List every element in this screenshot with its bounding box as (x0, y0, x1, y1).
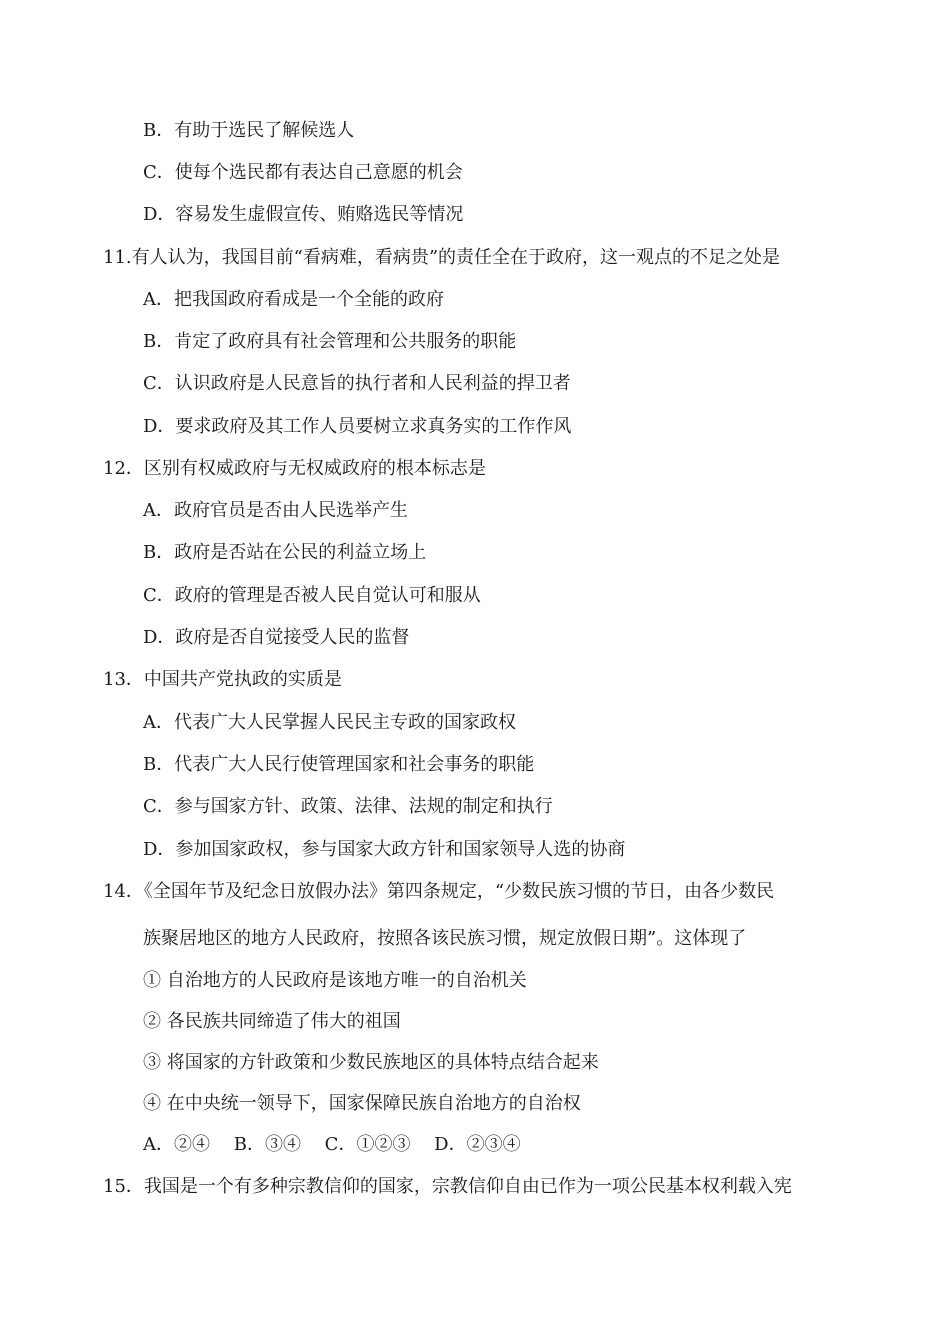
question-14-stem: 14．《全国年节及纪念日放假办法》第四条规定，“少数民族习惯的节日，由各少数民 (103, 881, 775, 902)
q12-option-b: B．政府是否站在公民的利益立场上 (143, 542, 427, 563)
q12-option-a: A．政府官员是否由人民选举产生 (143, 500, 408, 521)
q11-option-b: B．肯定了政府具有社会管理和公共服务的职能 (143, 331, 517, 352)
q13-option-d: D．参加国家政权，参与国家大政方针和国家领导人选的协商 (143, 839, 626, 860)
q14-statement-3: ③ 将国家的方针政策和少数民族地区的具体特点结合起来 (143, 1052, 599, 1073)
q13-option-a: A．代表广大人民掌握人民民主专政的国家政权 (143, 712, 516, 733)
q11-option-c: C．认识政府是人民意旨的执行者和人民利益的捍卫者 (143, 373, 571, 394)
q13-option-b: B．代表广大人民行使管理国家和社会事务的职能 (143, 754, 535, 775)
q12-option-d: D．政府是否自觉接受人民的监督 (143, 627, 410, 648)
question-11-stem: 11.有人认为，我国目前“看病难，看病贵”的责任全在于政府，这一观点的不足之处是 (103, 247, 781, 268)
q13-option-c: C．参与国家方针、政策、法律、法规的制定和执行 (143, 796, 553, 817)
q14-statement-2: ② 各民族共同缔造了伟大的祖国 (143, 1011, 401, 1032)
question-15-stem: 15．我国是一个有多种宗教信仰的国家，宗教信仰自由已作为一项公民基本权利载入宪 (103, 1176, 792, 1197)
question-12-stem: 12．区别有权威政府与无权威政府的根本标志是 (103, 458, 486, 479)
q10-option-d: D．容易发生虚假宣传、贿赂选民等情况 (143, 204, 464, 225)
q12-option-c: C．政府的管理是否被人民自觉认可和服从 (143, 585, 481, 606)
q14-options: A．②④ B．③④ C．①②③ D．②③④ (143, 1134, 521, 1155)
q11-option-a: A．把我国政府看成是一个全能的政府 (143, 289, 444, 310)
q10-option-c: C．使每个选民都有表达自己意愿的机会 (143, 162, 463, 183)
q14-statement-4: ④ 在中央统一领导下，国家保障民族自治地方的自治权 (143, 1093, 581, 1114)
q11-option-d: D．要求政府及其工作人员要树立求真务实的工作作风 (143, 416, 572, 437)
q10-option-b: B．有助于选民了解候选人 (143, 120, 355, 141)
question-14-stem-continued: 族聚居地区的地方人民政府，按照各该民族习惯，规定放假日期”。这体现了 (143, 928, 747, 949)
q14-statement-1: ① 自治地方的人民政府是该地方唯一的自治机关 (143, 970, 527, 991)
question-13-stem: 13．中国共产党执政的实质是 (103, 669, 342, 690)
